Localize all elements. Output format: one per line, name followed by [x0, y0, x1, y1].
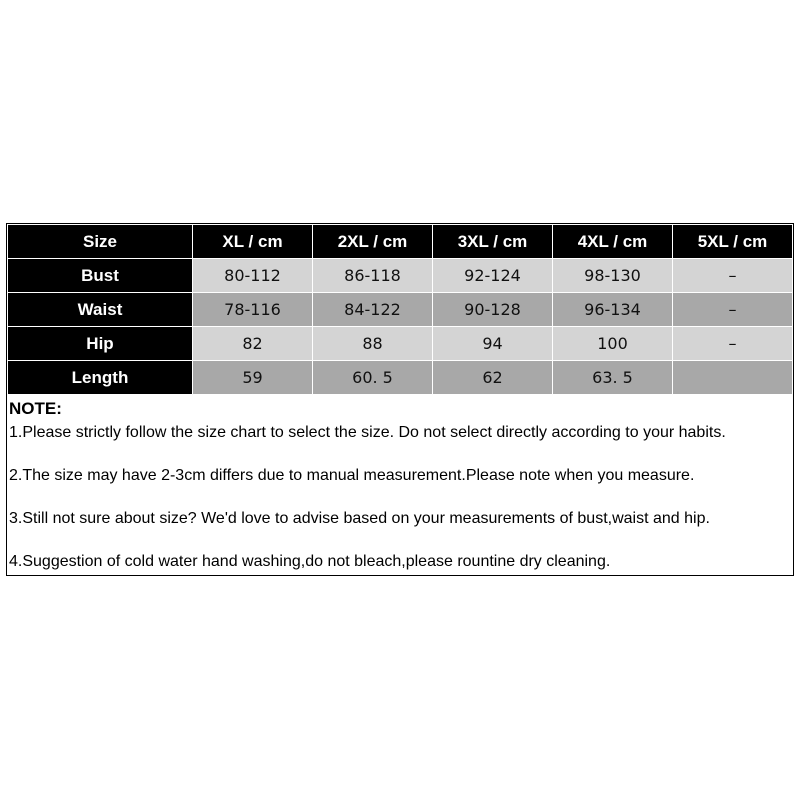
table-cell: 62	[433, 361, 553, 395]
row-label: Hip	[8, 327, 193, 361]
note-item: 3.Still not sure about size? We'd love to advise based on your measurements of bust,waist and hip.	[9, 510, 710, 527]
table-cell: 84-122	[313, 293, 433, 327]
table-cell: 98-130	[553, 259, 673, 293]
note-item: 4.Suggestion of cold water hand washing,do not bleach,please rountine dry cleaning.	[9, 553, 611, 570]
table-cell: 100	[553, 327, 673, 361]
notes-section	[7, 395, 793, 572]
row-label: Waist	[8, 293, 193, 327]
row-label: Bust	[8, 259, 193, 293]
notes-title: NOTE:	[9, 399, 62, 418]
table-cell: 88	[313, 327, 433, 361]
table-row-waist	[8, 293, 793, 327]
header-size: Size	[8, 225, 193, 259]
table-cell: 86-118	[313, 259, 433, 293]
table-cell: 78-116	[193, 293, 313, 327]
table-row-bust	[8, 259, 793, 293]
table-cell: 90-128	[433, 293, 553, 327]
table-cell: 94	[433, 327, 553, 361]
note-spacer	[9, 529, 793, 552]
note-item: 1.Please strictly follow the size chart to select the size. Do not select directly according to your habits.	[9, 424, 726, 441]
header-5xl: 5XL / cm	[673, 225, 793, 259]
table-row-length	[8, 361, 793, 395]
table-cell: –	[673, 259, 793, 293]
table-cell: 92-124	[433, 259, 553, 293]
header-3xl: 3XL / cm	[433, 225, 553, 259]
table-cell	[673, 361, 793, 395]
table-cell: 59	[193, 361, 313, 395]
note-item: 2.The size may have 2-3cm differs due to manual measurement.Please note when you measure.	[9, 467, 695, 484]
size-table	[7, 224, 793, 395]
size-chart	[6, 223, 794, 576]
table-cell: 96-134	[553, 293, 673, 327]
header-xl: XL / cm	[193, 225, 313, 259]
table-cell: –	[673, 293, 793, 327]
table-cell: –	[673, 327, 793, 361]
table-cell: 60. 5	[313, 361, 433, 395]
note-spacer	[9, 443, 793, 466]
note-spacer	[9, 486, 793, 509]
header-2xl: 2XL / cm	[313, 225, 433, 259]
table-cell: 63. 5	[553, 361, 673, 395]
header-4xl: 4XL / cm	[553, 225, 673, 259]
table-header-row	[8, 225, 793, 259]
table-row-hip	[8, 327, 793, 361]
table-cell: 82	[193, 327, 313, 361]
row-label: Length	[8, 361, 193, 395]
table-cell: 80-112	[193, 259, 313, 293]
